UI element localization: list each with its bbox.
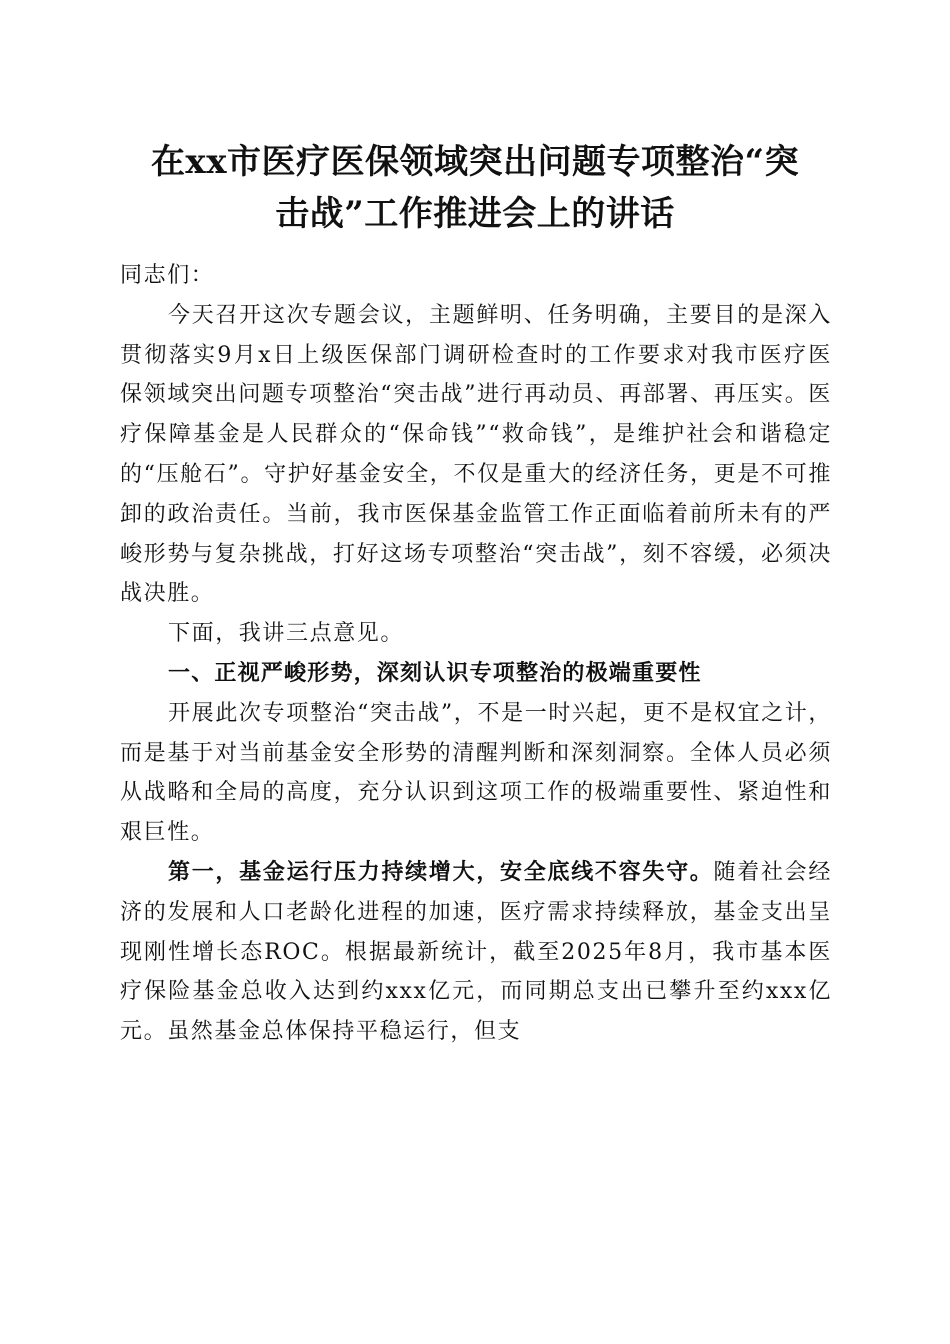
salutation: 同志们：	[120, 263, 215, 288]
paragraph-intro-points: 下面，我讲三点意见。	[168, 621, 405, 647]
paragraph-section-1: 开展此次专项整治“突击战”，不是一时兴起，更不是权宜之计，而是基于对当前基金安全形势的清醒判断和深刻洞察。全体人员必须从战略和全局的高度，充分认识到这项工作的极端重要性、紧迫性和艰巨性。	[120, 700, 832, 846]
paragraph-opening: 今天召开这次专题会议，主题鲜明、任务明确，主要目的是深入贯彻落实9月x日上级医保部门调研检查时的工作要求对我市医疗医保领域突出问题专项整治“突击战”进行再动员、再部署、再压实。医疗保障基金是人民群众的“保命钱”“救命钱”，是维护社会和谐稳定的“压舱石”。守护好基金安全，不仅是重大的经济任务，更是不可推卸的政治责任。当前，我市医保基金监管工作正面临着前所未有的严峻形势与复杂挑战，打好这场专项整治“突击战”，刻不容缓，必须决战决胜。	[120, 302, 832, 607]
section-heading-1: 一、正视严峻形势，深刻认识专项整治的极端重要性	[168, 660, 702, 686]
document-body	[120, 256, 832, 1052]
title-line-1: 在xx市医疗医保领域突出问题专项整治“突	[150, 142, 800, 182]
paragraph-point-1	[120, 853, 832, 1052]
point-1-text: 随着社会经济的发展和人口老龄化进程的加速，医疗需求持续释放，基金支出呈现刚性增长态ROC。根据最新统计，截至2025年8月，我市基本医疗保险基金总收入达到约xxx亿元，而同期总支出已攀升至约xxx亿元。虽然基金总体保持平稳运行，但支	[120, 859, 832, 1045]
point-1-lead: 第一，基金运行压力持续增大，安全底线不容失守。	[168, 858, 714, 885]
document-title	[100, 136, 850, 240]
title-line-2: 击战”工作推进会上的讲话	[275, 194, 675, 234]
